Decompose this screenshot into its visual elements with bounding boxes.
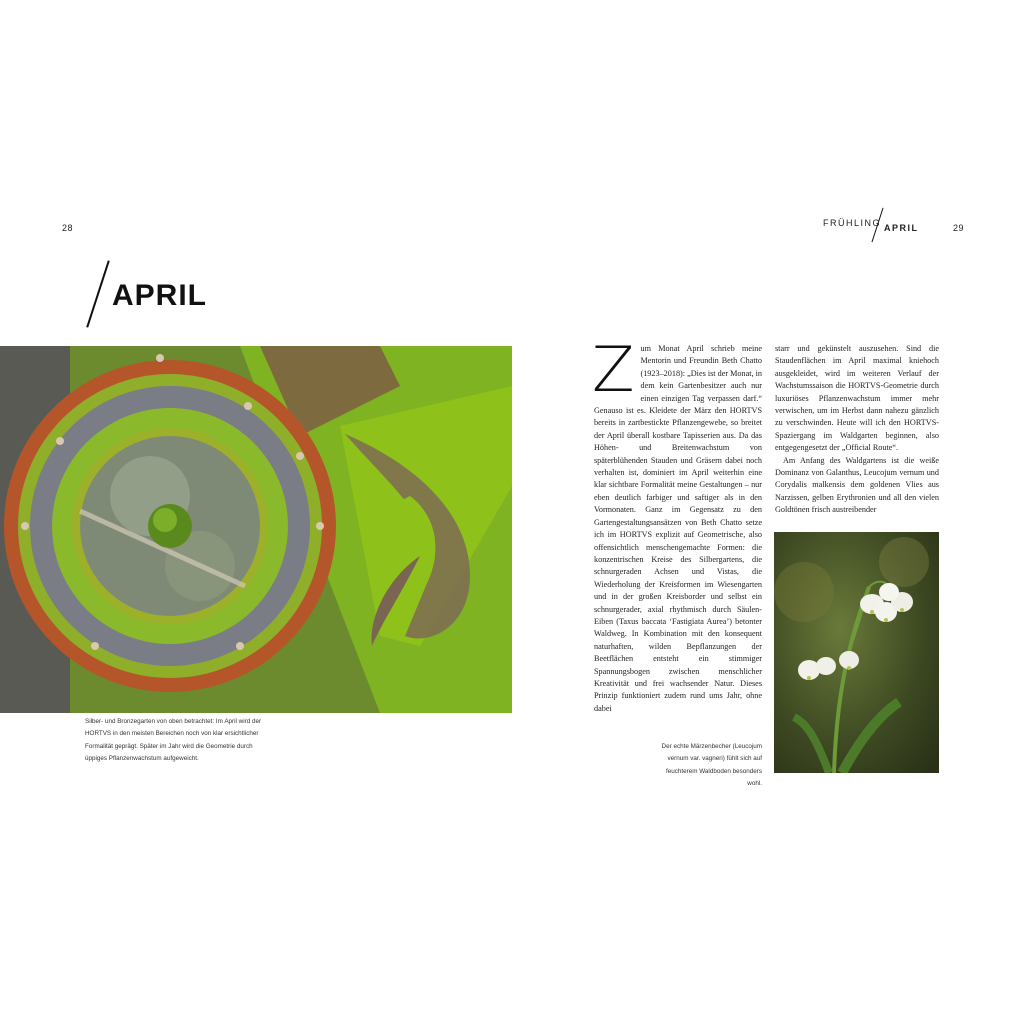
running-head-chapter: APRIL [884,223,919,233]
column1-paragraph: um Monat April schrieb meine Mentorin und Freundin Beth Chatto (1923–2018): „Dies ist der Monat, in dem kein Gartenbesitzer auch nur einen einzigen Tag verpassen darf.“ Genauso ist es. Kleidete der März den HORTVS bereits in zartbestickte Pflanzengewebe, so breitet der April überall kostbare Tapisserien aus. Da das Höhen- und Breitenwachstum von späterblühenden Stauden und Gräsern dabei noch verhalten ist, dominiert im April weiterhin eine klar sichtbare Formalität meine Gestaltungen – nur eben deutlich farbiger und saftiger als in den Vormonaten. Ganz im Gegensatz zu den Gartengestaltungsansätzen von Beth Chatto setze ich im HORTVS explizit auf Geometrische, also offensichtlich menschengemachte Formen: die konzentrischen Kreise des Silbergartens, die schnurgeraden Achsen und Vistas, die Wiederholung der Kreisformen im Wiesengarten und in der großen Kreisborder und selbst ein schnurgerader, axial rhythmisch durch Säulen-Eiben (Taxus baccata ‘Fastigiata Aurea’) betonter Waldweg. In Kombination mit den konsequent naturhaften, wilden Bepflanzungen der Beetflächen entsteht ein stimmiger Spannungsbogen zwischen menschlicher Kreativität und frei wachsender Natur. Dieses Prinzip funktioniert zudem rund ums Jahr, ohne dabei [594,344,762,713]
page-number-right: 29 [953,223,965,233]
running-head-section: FRÜHLING [823,218,882,228]
column2-paragraph-2: Am Anfang des Waldgartens ist die weiße Dominanz von Galanthus, Leucojum vernum und Corydalis malkensis dem goldenen Vlies aus Narzissen, gelben Erythronien und all den vielen Goldtönen frisch austreibender [775,455,939,515]
flower-photo-caption: Der echte Märzenbecher (Leucojum vernum var. vagneri) fühlt sich auf feuchterem Waldboden besonders wohl. [661,743,762,788]
body-column-1 [592,333,762,715]
page-number-left: 28 [62,223,74,233]
column2-paragraph-1: starr und gekünstelt auszusehen. Sind die Staudenflächen im April maximal kniehoch ausgekleidet, wird im weiteren Verlauf der Wachstumssaison die HORTVS-Geometrie durch luxuriöses Pflanzenwachstum immer mehr verwischen, um im Herbst dann nahezu gänzlich zu verschwinden. Heute will ich den HORTVS-Spaziergang im Waldgarten beginnen, also entgegengesetzt der „Official Route“. [775,344,939,453]
drop-cap: Z [592,333,635,406]
body-column-2 [775,343,939,517]
title-slash [86,260,110,327]
snowflake-flower-photo [774,532,939,773]
aerial-photo-caption: Silber- und Bronzegarten von oben betrachtet: Im April wird der HORTVS in den meisten Bereichen noch von klar ersichtlicher Formalität geprägt. Später im Jahr wird die Geometrie durch üppiges Pflanzenwachstum aufgeweicht. [85,718,262,763]
aerial-garden-photo [0,346,512,713]
chapter-title: APRIL [112,279,207,312]
